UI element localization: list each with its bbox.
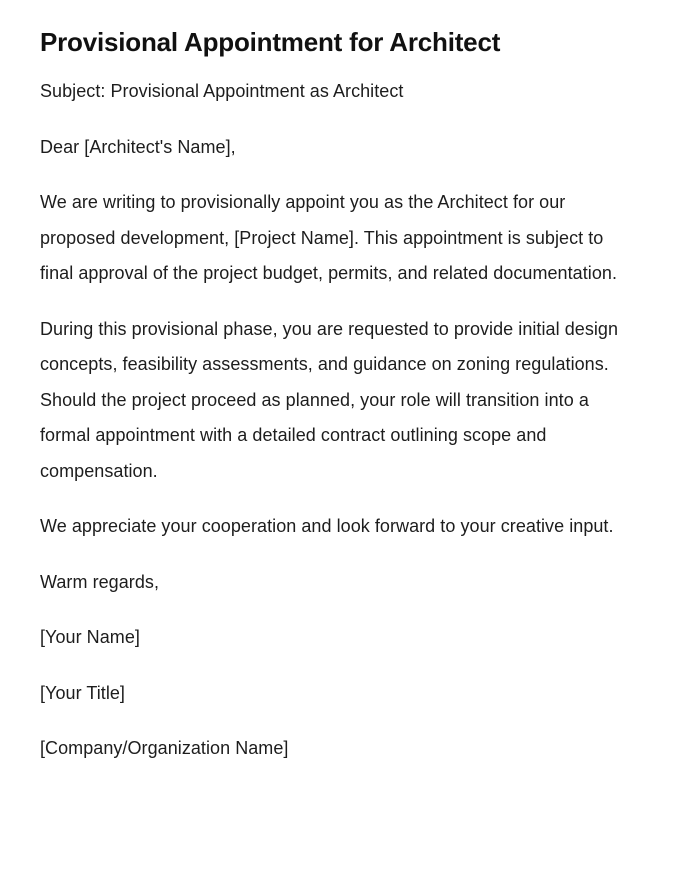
paragraph-1: We are writing to provisionally appoint you as the Architect for our proposed development, [Project Name]. This appointment is subject to final approval of the project budget, permits, and related documentation. [40,192,618,283]
paragraph-2: During this provisional phase, you are requested to provide initial design concepts, feasibility assessments, and guidance on zoning regulations. Should the project proceed as planned, your role will transition into a formal appointment with a detailed contract outlining scope and compensation. [40,318,619,481]
salutation: Dear [Architect's Name], [40,136,236,157]
signature-company: [Company/Organization Name] [40,738,289,758]
page-title: Provisional Appointment for Architect [40,27,501,57]
signature-title: [Your Title] [40,682,125,703]
signature-name: [Your Name] [40,627,140,647]
subject-line: Subject: Provisional Appointment as Architect [40,81,404,101]
letter-body [40,74,635,767]
closing: Warm regards, [40,571,160,592]
paragraph-3: We appreciate your cooperation and look forward to your creative input. [40,516,614,536]
